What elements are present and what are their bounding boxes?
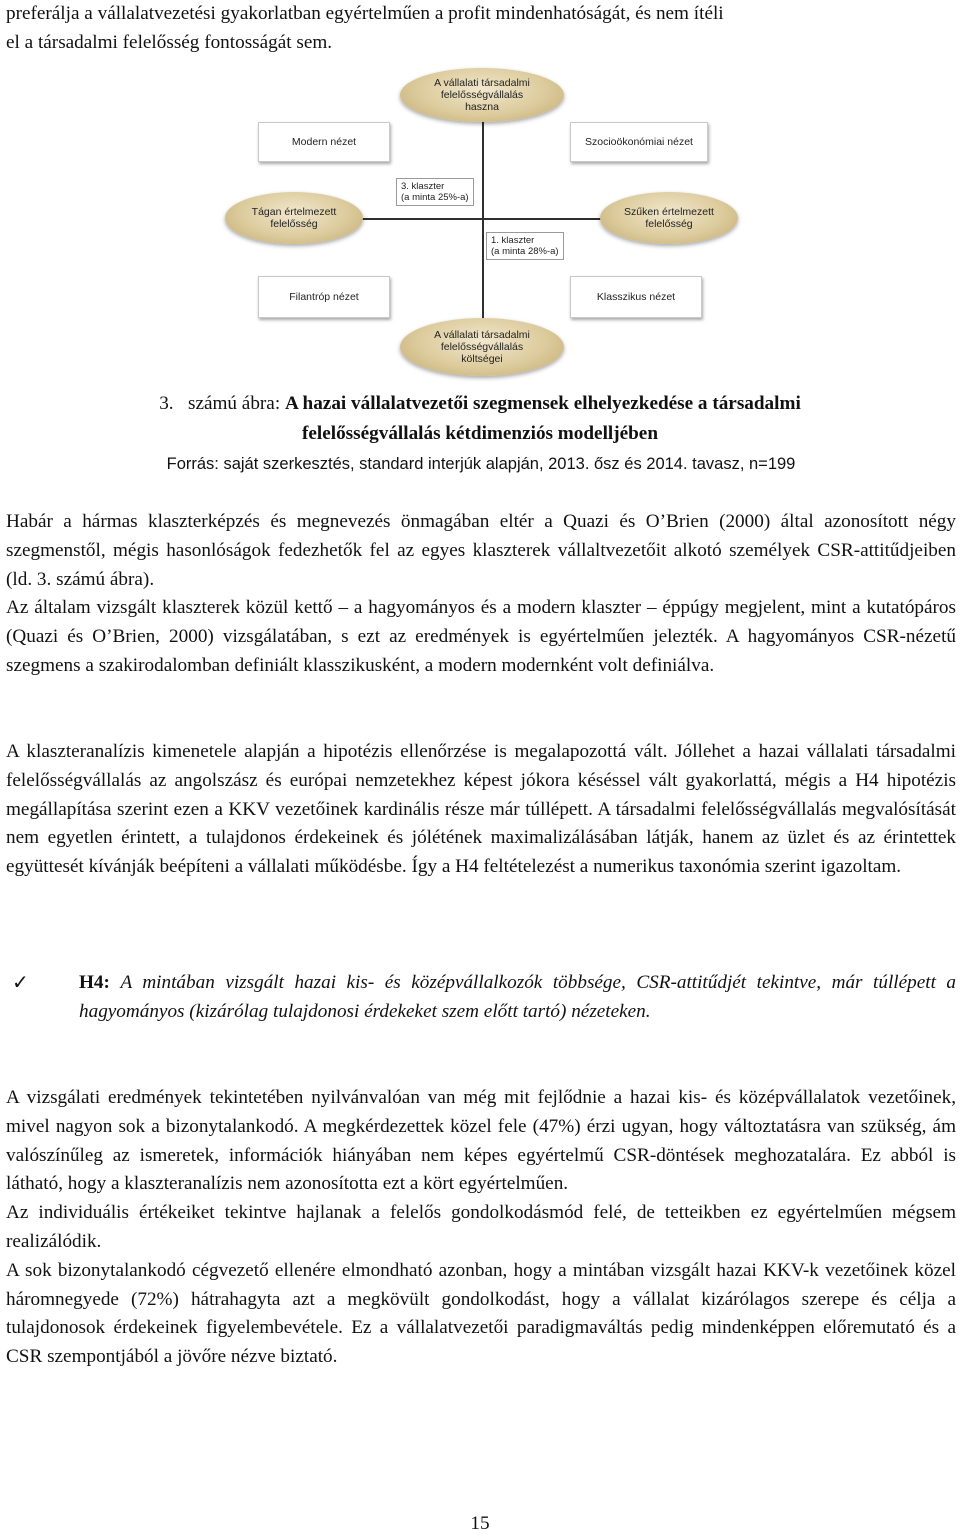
box-socioeconomic-view: Szocioökonómiai nézet [570,122,708,162]
cluster-3-label: 3. klaszter (a minta 25%-a) [396,178,474,206]
oval-cost: A vállalati társadalmi felelősségvállalás költségei [400,318,564,376]
caption-title-2: felelősségvállalás kétdimenziós modelljében [302,423,658,444]
paragraph-1: Habár a hármas klaszterképzés és megnevezés önmagában eltér a Quazi és O’Brien (2000) által azonosított négy szegmenstől, mégis hasonlóságok fedezhetők fel az egyes klaszterek vállaltvezetőit alkotó személyek CSR-attitűdjeiben (ld. 3. számú ábra). [6,511,956,590]
hypothesis-label: H4: [79,972,110,993]
figure-caption-line2 [0,422,960,446]
paragraph-6: A sok bizonytalankodó cégvezető ellenére elmondható azonban, hogy a mintában vizsgált hazai KKV-k vezetőinek közel háromnegyede (72%) hátrahagyta azt a megkövült gondolkodást, hogy a vállalat kizárólagos szerepe és célja a tulajdonosok érdekeinek figyelembevétele. Ez a vállalatvezetői paradigmaváltás pedig mindenképpen előremutató és a CSR szempontjából a jövőre nézve biztató. [6,1259,956,1368]
hypothesis-body [79,968,956,1026]
paragraph-2: Az általam vizsgált klaszterek közül kettő – a hagyományos és a modern klaszter – éppúgy megjelent, mint a kutatópáros (Quazi és O’Brien, 2000) vizsgálatában, s ezt az eredmények is egyértelműen jelezték. A hagyományos CSR-nézetű szegmens a szakirodalomban definiált klasszikusként, a modern modernként volt definiálva. [6,597,956,676]
box-classical-view: Klasszikus nézet [570,276,702,318]
box-philanthropic-view: Filantróp nézet [258,276,390,318]
caption-label: számú ábra: [187,393,281,414]
figure-source: Forrás: saját szerkesztés, standard interjúk alapján, 2013. ősz és 2014. tavasz, n=199 [166,455,796,473]
intro-line-2: el a társadalmi felelősség fontosságát sem. [6,31,333,53]
checkmark-icon: ✓ [12,970,29,994]
caption-title-1: A hazai vállalatvezetői szegmensek elhelyezkedése a társadalmi [284,393,801,414]
caption-number: 3. [159,393,174,414]
paragraph-3: A klaszteranalízis kimenetele alapján a hipotézis ellenőrzése is megalapozottá vált. Jóllehet a hazai vállalati társadalmi felelősségvállalás az angolszász és európai nemzetekhez képest jókora késéssel vált gyakorlattá, mégis a H4 hipotézis megállapítása szerint ezen a KKV vezetőinek kardinális része már túllépett. A társadalmi felelősségvállalás megvalósítását nem egyetlen érintett, a tulajdonos érdekeinek és jólétének maximalizálásában látják, hanem az üzlet és az érintettek együttesét kívánják beépíteni a vállalati működésbe. Így a H4 feltételezést a numerikus taxonómia szerint igazoltam. [6,741,956,878]
page-number: 15 [470,1513,490,1534]
intro-line-1: preferálja a vállalatvezetési gyakorlatban egyértelműen a profit mindenhatóságát, és nem ítéli [6,3,724,24]
intro-text [6,0,956,58]
cluster-1-label: 1. klaszter (a minta 28%-a) [486,232,564,260]
oval-broad-responsibility: Tágan értelmezett felelősség [225,192,363,244]
segment-figure [0,68,960,388]
body-section-1 [6,508,956,681]
figure-caption [0,392,960,416]
hypothesis-text: A mintában vizsgált hazai kis- és középvállalkozók többsége, CSR-attitűdjét tekintve, már túllépett a hagyományos (kizárólag tulajdonosi érdekeket szem előtt tartó) nézeteken. [79,972,957,1022]
paragraph-5: Az individuális értékeiket tekintve hajlanak a felelős gondolkodásmód felé, de tetteikben ez egyértelműen mégsem realizálódik. [6,1202,956,1252]
paragraph-4: A vizsgálati eredmények tekintetében nyilvánvalóan van még mit fejlődnie a hazai kis- és középvállalatok vezetőinek, mivel nagyon sok a bizonytalankodó. A megkérdezettek közel fele (47%) érzi ugyan, hogy változtatásra van szükség, ám valószínűleg az ismeretek, információk hiányában nem képes egyértelmű CSR-döntések meghozatalára. Ez abból is látható, hogy a klaszteranalízis nem azonosította ezt a kört egyértelműen. [6,1087,956,1195]
oval-benefit: A vállalati társadalmi felelősségvállalás haszna [400,68,564,122]
body-section-3 [6,1084,956,1372]
hypothesis-h4 [6,968,956,1026]
oval-narrow-responsibility: Szűken értelmezett felelősség [600,192,738,244]
box-modern-view: Modern nézet [258,122,390,162]
body-section-2 [6,738,956,882]
